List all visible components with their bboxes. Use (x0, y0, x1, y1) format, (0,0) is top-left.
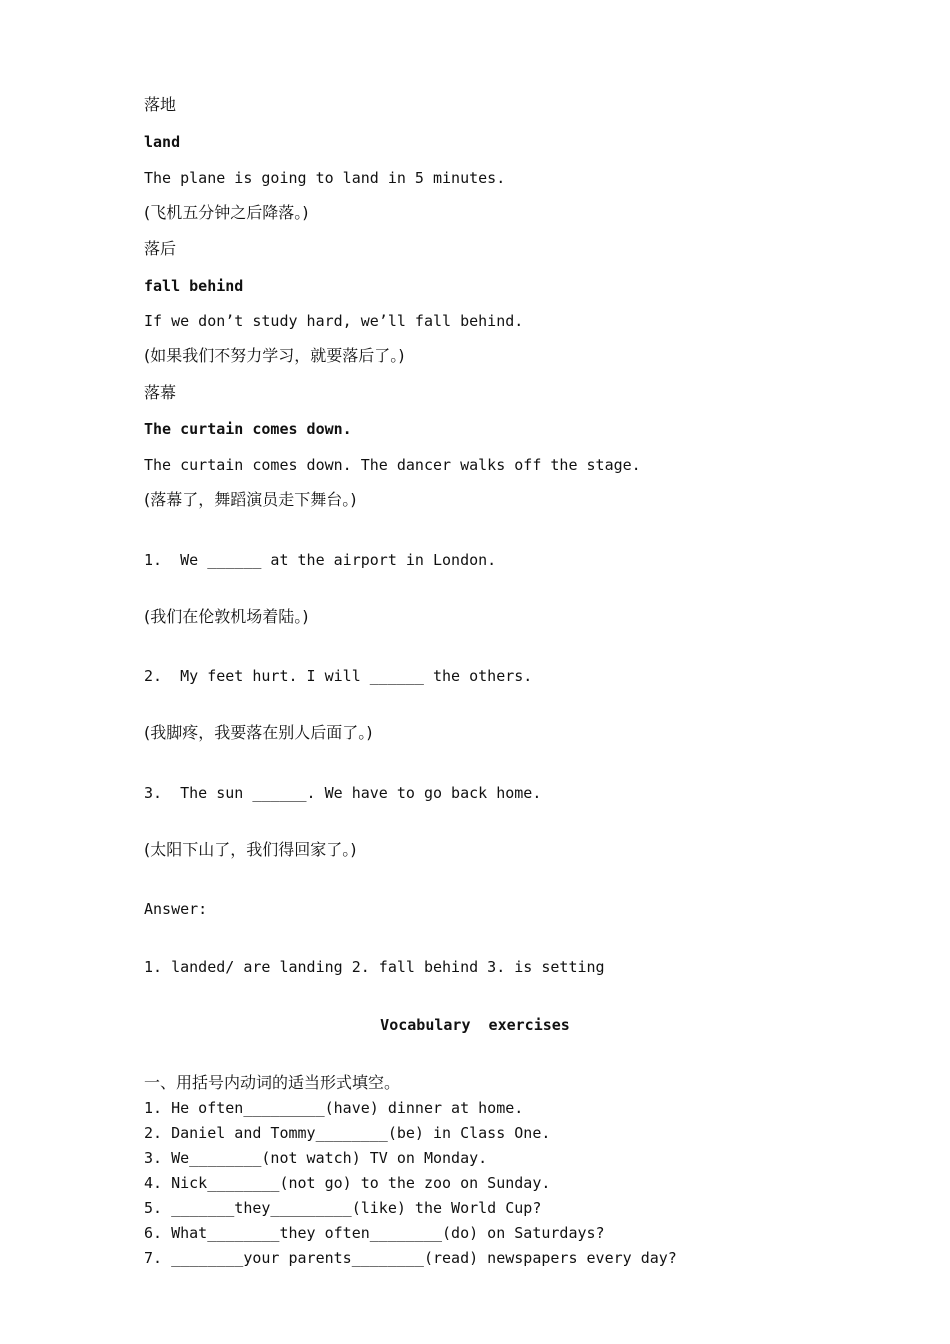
exercise-item: 1. He often_________(have) dinner at home. (144, 1099, 524, 1117)
entry-example-en: If we don’t study hard, we’ll fall behind. (144, 312, 524, 330)
entry-example-en: The plane is going to land in 5 minutes. (144, 169, 506, 187)
entry-example-en: The curtain comes down. The dancer walks off the stage. (144, 456, 641, 474)
entry-translation-zh: (飞机五分钟之后降落。) (144, 203, 309, 222)
exercise-item: 4. Nick________(not go) to the zoo on Sunday. (144, 1174, 551, 1192)
quiz-question: 3. The sun ______. We have to go back home. (144, 784, 542, 802)
answer-text: 1. landed/ are landing 2. fall behind 3. is setting (144, 958, 605, 976)
exercise-item: 7. ________your parents________(read) newspapers every day? (144, 1249, 677, 1267)
exercise-item: 6. What________they often________(do) on Saturdays? (144, 1224, 605, 1242)
entry-heading-zh: 落后 (144, 239, 177, 258)
entry-phrase-en: The curtain comes down. (144, 420, 352, 438)
entry-heading-zh: 落幕 (144, 383, 177, 402)
section-title: Vocabulary exercises (380, 1016, 570, 1034)
quiz-question: 2. My feet hurt. I will ______ the others. (144, 667, 533, 685)
exercise-item: 5. _______they_________(like) the World Cup? (144, 1199, 542, 1217)
entry-phrase-en: land (144, 133, 181, 151)
quiz-translation: (我脚疼，我要落在别人后面了。) (144, 723, 373, 742)
entry-translation-zh: (落幕了，舞蹈演员走下舞台。) (144, 490, 357, 509)
exercise-instruction: 一、用括号内动词的适当形式填空。 (144, 1073, 401, 1092)
quiz-question: 1. We ______ at the airport in London. (144, 551, 497, 569)
entry-phrase-en: fall behind (144, 277, 244, 295)
answer-label: Answer: (144, 900, 208, 918)
quiz-translation: (我们在伦敦机场着陆。) (144, 607, 309, 626)
entry-heading-zh: 落地 (144, 95, 177, 114)
exercise-item: 3. We________(not watch) TV on Monday. (144, 1149, 488, 1167)
quiz-translation: (太阳下山了，我们得回家了。) (144, 840, 357, 859)
entry-translation-zh: (如果我们不努力学习，就要落后了。) (144, 346, 405, 365)
exercise-item: 2. Daniel and Tommy________(be) in Class One. (144, 1124, 551, 1142)
